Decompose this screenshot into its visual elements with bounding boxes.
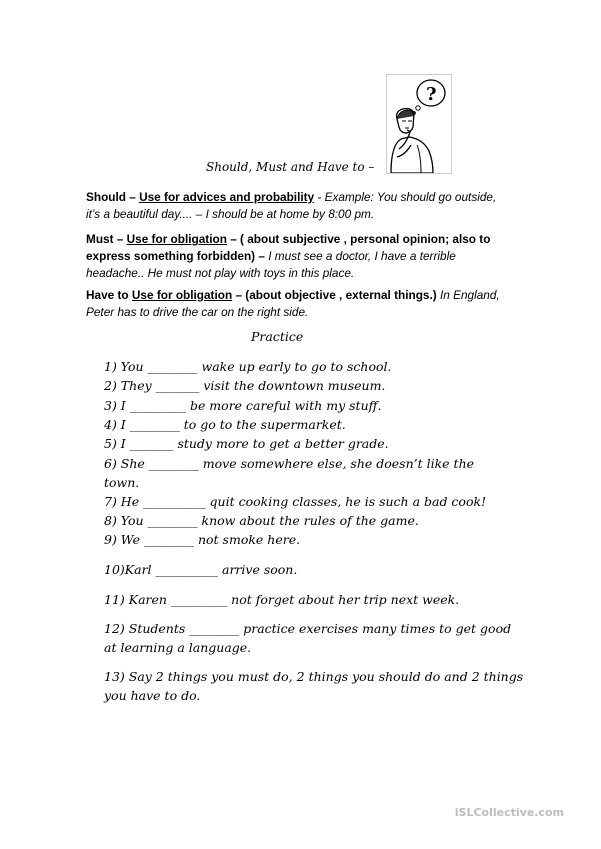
rule-use: Use for advices and probability xyxy=(139,190,315,204)
rule-example: - Example: You should go outside, it’s a beautiful day.... – I should be at home by 8:00 pm. xyxy=(86,190,497,221)
rule-extra: – ( about subjective , personal opinion; also to express something forbidden) – xyxy=(86,232,491,263)
exercise-item: 3) I _________ be more careful with my stuff. xyxy=(104,398,382,413)
rule-have-to xyxy=(86,287,506,321)
rule-example: I must see a doctor, I have a terrible headache.. He must not play with toys in this place. xyxy=(86,249,456,280)
rule-should xyxy=(86,189,506,223)
rule-must xyxy=(86,231,506,282)
practice-heading: Practice xyxy=(251,329,304,344)
thinking-man-icon xyxy=(387,75,451,173)
rule-term: Should – xyxy=(86,190,140,204)
exercise-item: 4) I ________ to go to the supermarket. xyxy=(104,417,346,432)
rule-term: Must – xyxy=(86,232,127,246)
thinking-man-illustration xyxy=(386,74,452,174)
exercise-item: 6) She ________ move somewhere else, she doesn’t like the town. xyxy=(104,456,475,490)
exercise-item: 12) Students ________ practice exercises many times to get good at learning a language. xyxy=(104,621,512,655)
rule-use: Use for obligation xyxy=(131,288,233,302)
rule-extra: – (about objective , external things.) xyxy=(232,288,440,302)
exercise-item: 2) They _______ visit the downtown museum. xyxy=(104,378,386,393)
exercise-item: 10)Karl __________ arrive soon. xyxy=(104,562,298,577)
exercise-item: 11) Karen _________ not forget about her trip next week. xyxy=(104,592,460,607)
exercise-item: 9) We ________ not smoke here. xyxy=(104,532,301,547)
svg-text:?: ? xyxy=(426,84,437,105)
watermark-footer: iSLCollective.com xyxy=(454,806,564,819)
exercise-item: 13) Say 2 things you must do, 2 things you should do and 2 things you have to do. xyxy=(104,669,524,703)
rule-example: In England, Peter has to drive the car on the right side. xyxy=(86,288,500,319)
worksheet-title: Should, Must and Have to – xyxy=(206,160,375,174)
exercise-item: 7) He __________ quit cooking classes, he is such a bad cook! xyxy=(104,494,487,509)
rule-use: Use for obligation xyxy=(126,232,227,246)
exercise-item: 8) You ________ know about the rules of the game. xyxy=(104,513,419,528)
rule-term: Have to xyxy=(86,288,132,302)
exercise-item: 1) You ________ wake up early to go to school. xyxy=(104,359,392,374)
exercise-item: 5) I _______ study more to get a better grade. xyxy=(104,436,389,451)
